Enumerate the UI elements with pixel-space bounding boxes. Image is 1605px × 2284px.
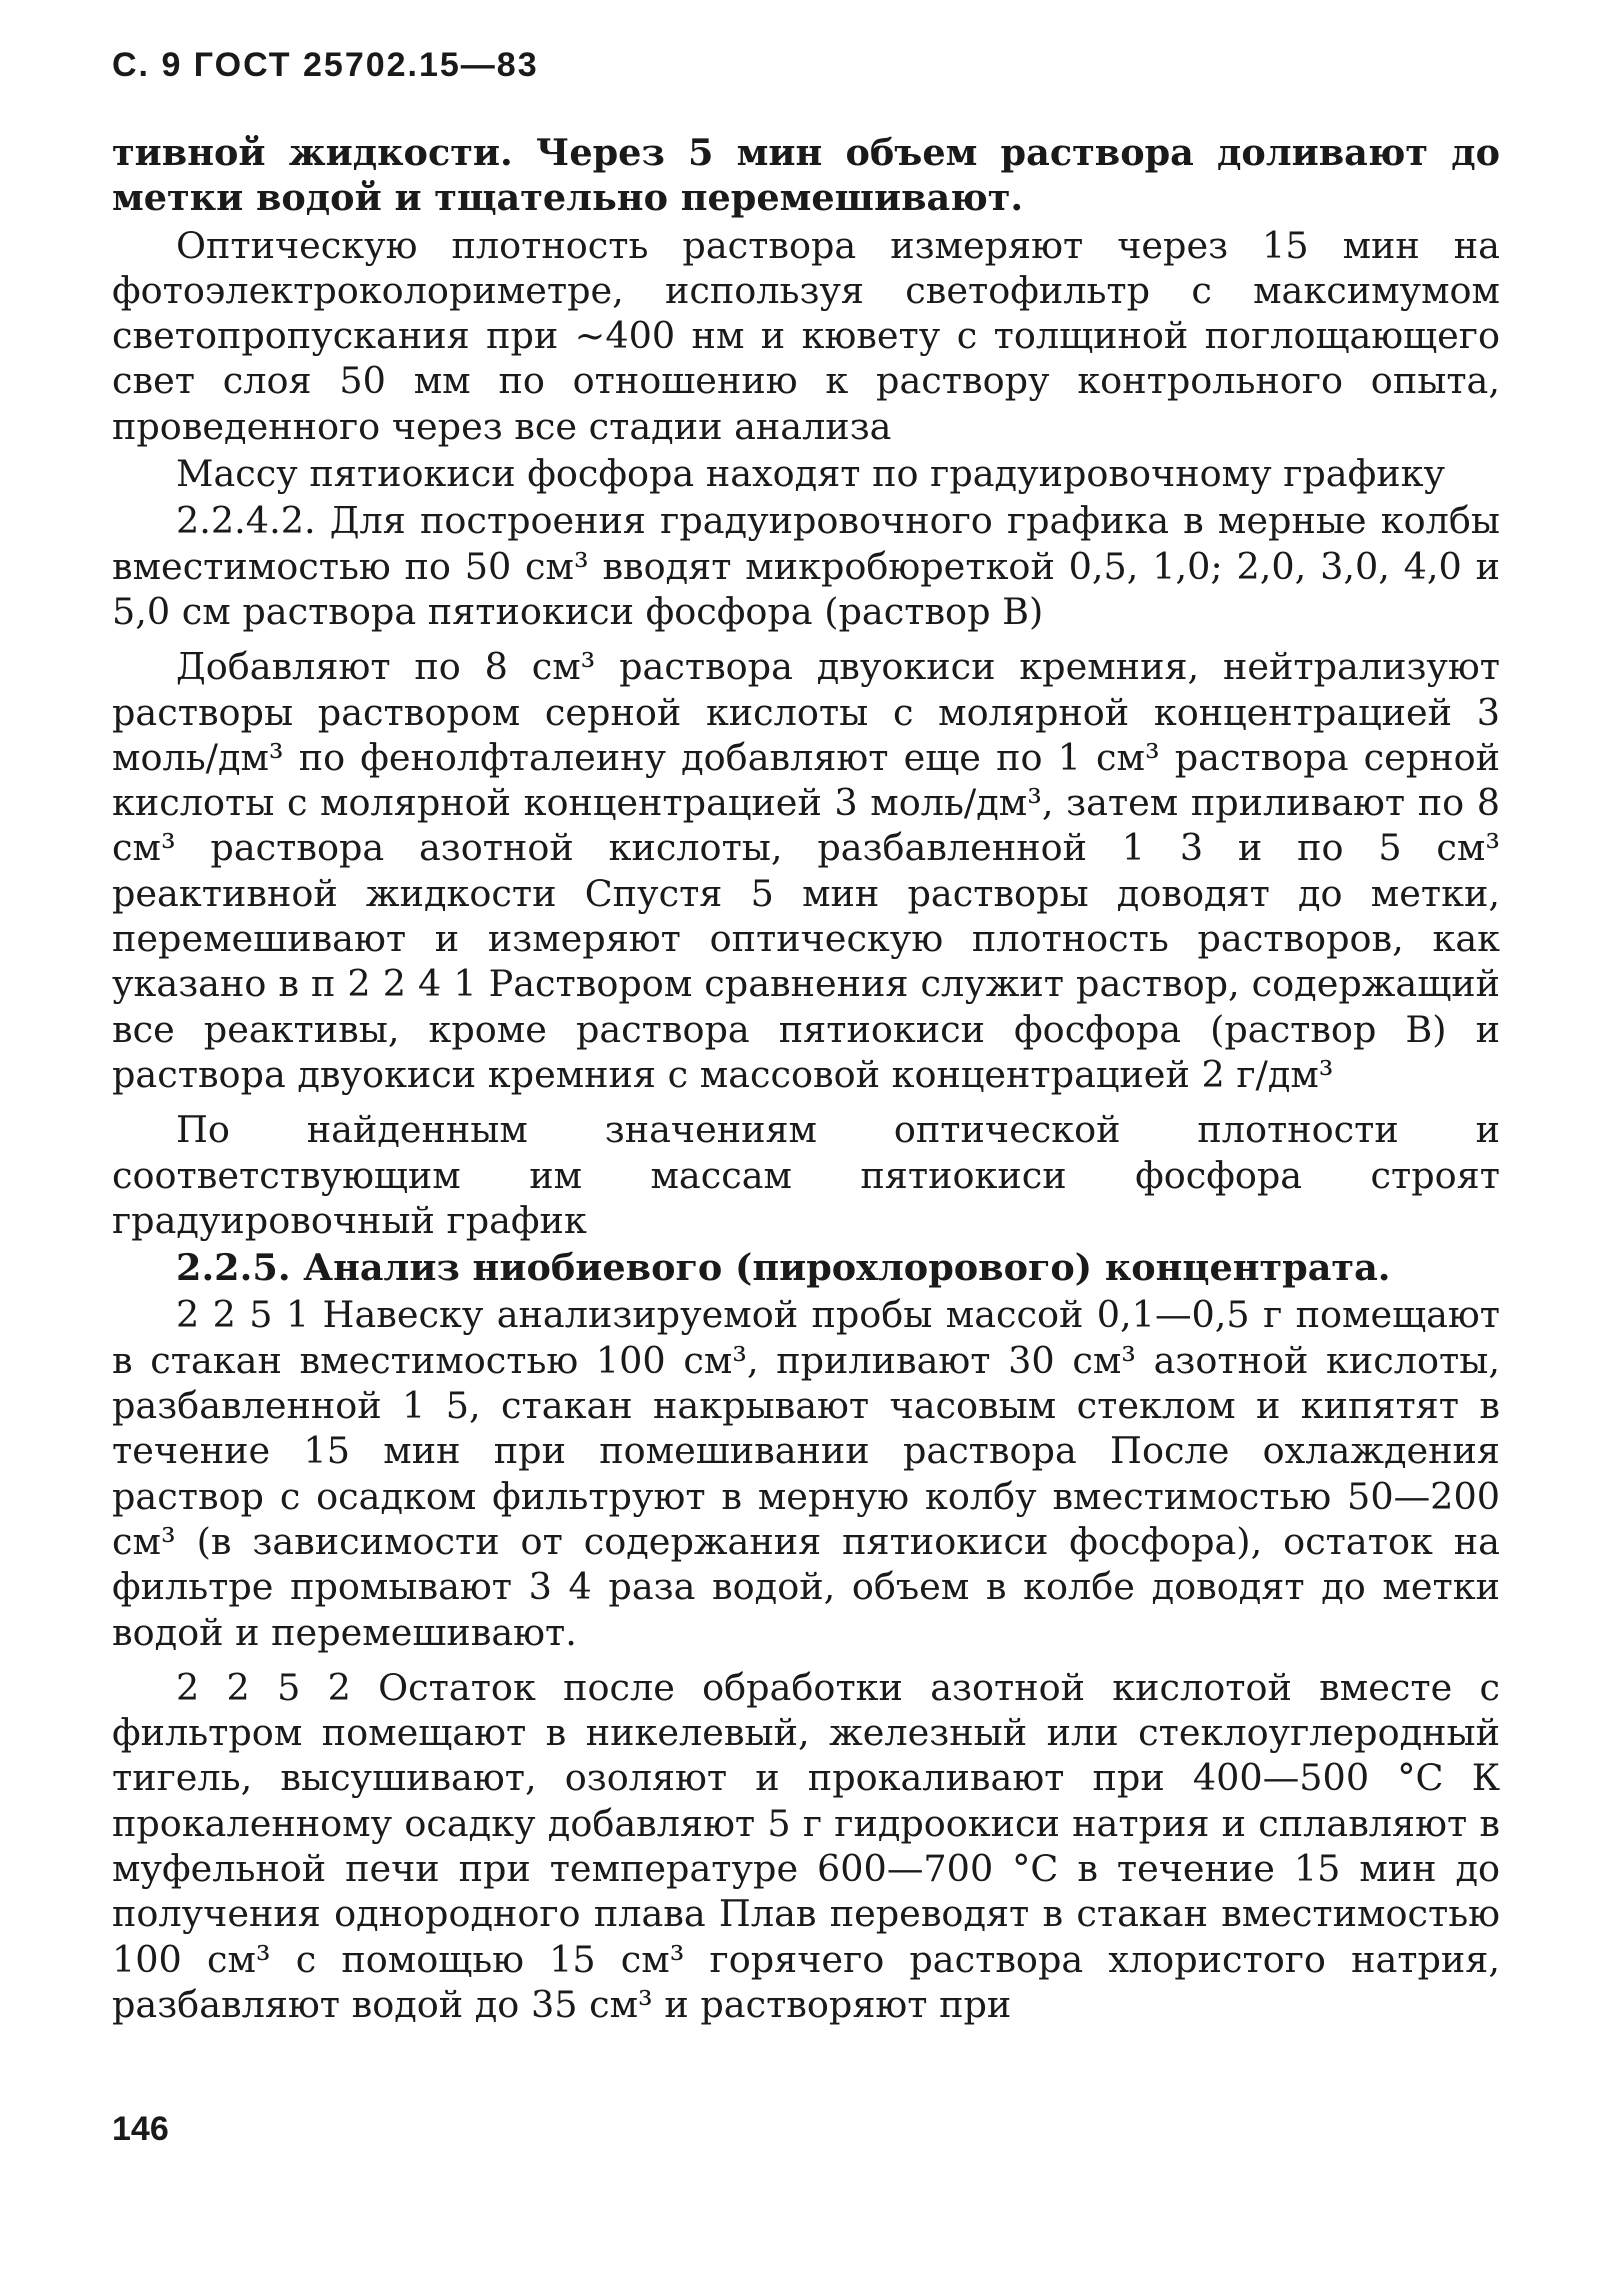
paragraph-2-2-4-2: 2.2.4.2. Для построения градуировочного графика в мерные колбы вместимостью по 50 см³ вводят микробюреткой 0,5, 1,0; 2,0, 3,0, 4,0 и 5,0 см раствора пятиокиси фосфора (раствор В) [112,499,1500,633]
document-page [112,0,1500,2284]
running-header: С. 9 ГОСТ 25702.15—83 [112,46,539,84]
paragraph-optical-density: Оптическую плотность раствора измеряют через 15 мин на фотоэлектроколориметре, используя светофильтр с максимумом светопропускания при ~400 нм и кювету с толщиной поглощающего свет слоя 50 мм по отношению к раствору контрольного опыта, проведенного через все стадии анализа [112,223,1500,448]
paragraph-calibration-graph: По найденным значениям оптической плотности и соответствующим им массам пятиокиси фосфора строят градуировочный график [112,1108,1500,1242]
paragraph-add-silica: Добавляют по 8 см³ раствора двуокиси кремния, нейтрализуют растворы раствором серной кислоты с молярной концентрацией 3 моль/дм³ по фенолфталеину добавляют еще по 1 см³ раствора серной кислоты с молярной концентрацией 3 моль/дм³, затем приливают по 8 см³ раствора азотной кислоты, разбавленной 1 3 и по 5 см³ реактивной жидкости Спустя 5 мин растворы доводят до метки, перемешивают и измеряют оптическую плотность растворов, как указано в п 2 2 4 1 Раствором сравнения служит раствор, содержащий все реактивы, кроме раствора пятиокиси фосфора (раствор В) и раствора двуокиси кремния с массовой концентрацией 2 г/дм³ [112,645,1500,1096]
paragraph-mass: Массу пятиокиси фосфора находят по градуировочному графику [176,452,1446,496]
paragraph-2-2-5-2: 2 2 5 2 Остаток после обработки азотной кислотой вместе с фильтром помещают в никелевый, железный или стеклоуглеродный тигель, высушивают, озоляют и прокаливают при 400—500 °С К прокаленному осадку добавляют 5 г гидроокиси натрия и сплавляют в муфельной печи при температуре 600—700 °С в течение 15 мин до получения однородного плава Плав переводят в стакан вместимостью 100 см³ с помощью 15 см³ горячего раствора хлористого натрия, разбавляют водой до 35 см³ и растворяют при [112,1665,1500,2026]
section-heading-2-2-5: 2.2.5. Анализ ниобиевого (пирохлорового) концентрата. [176,1246,1391,1290]
paragraph-2-2-5-1: 2 2 5 1 Навеску анализируемой пробы массой 0,1—0,5 г помещают в стакан вместимостью 100 см³, приливают 30 см³ азотной кислоты, разбавленной 1 5, стакан накрывают часовым стеклом и кипятят в течение 15 мин при помешивании раствора После охлаждения раствор с осадком фильтруют в мерную колбу вместимостью 50—200 см³ (в зависимости от содержания пятиокиси фосфора), остаток на фильтре промывают 3 4 раза водой, объем в колбе доводят до метки водой и перемешивают. [112,1293,1500,1654]
paragraph-continuation: тивной жидкости. Через 5 мин объем раствора доливают до метки водой и тщательно перемешивают. [112,131,1500,220]
body-text [112,130,1500,2027]
page-number: 146 [112,2110,169,2148]
